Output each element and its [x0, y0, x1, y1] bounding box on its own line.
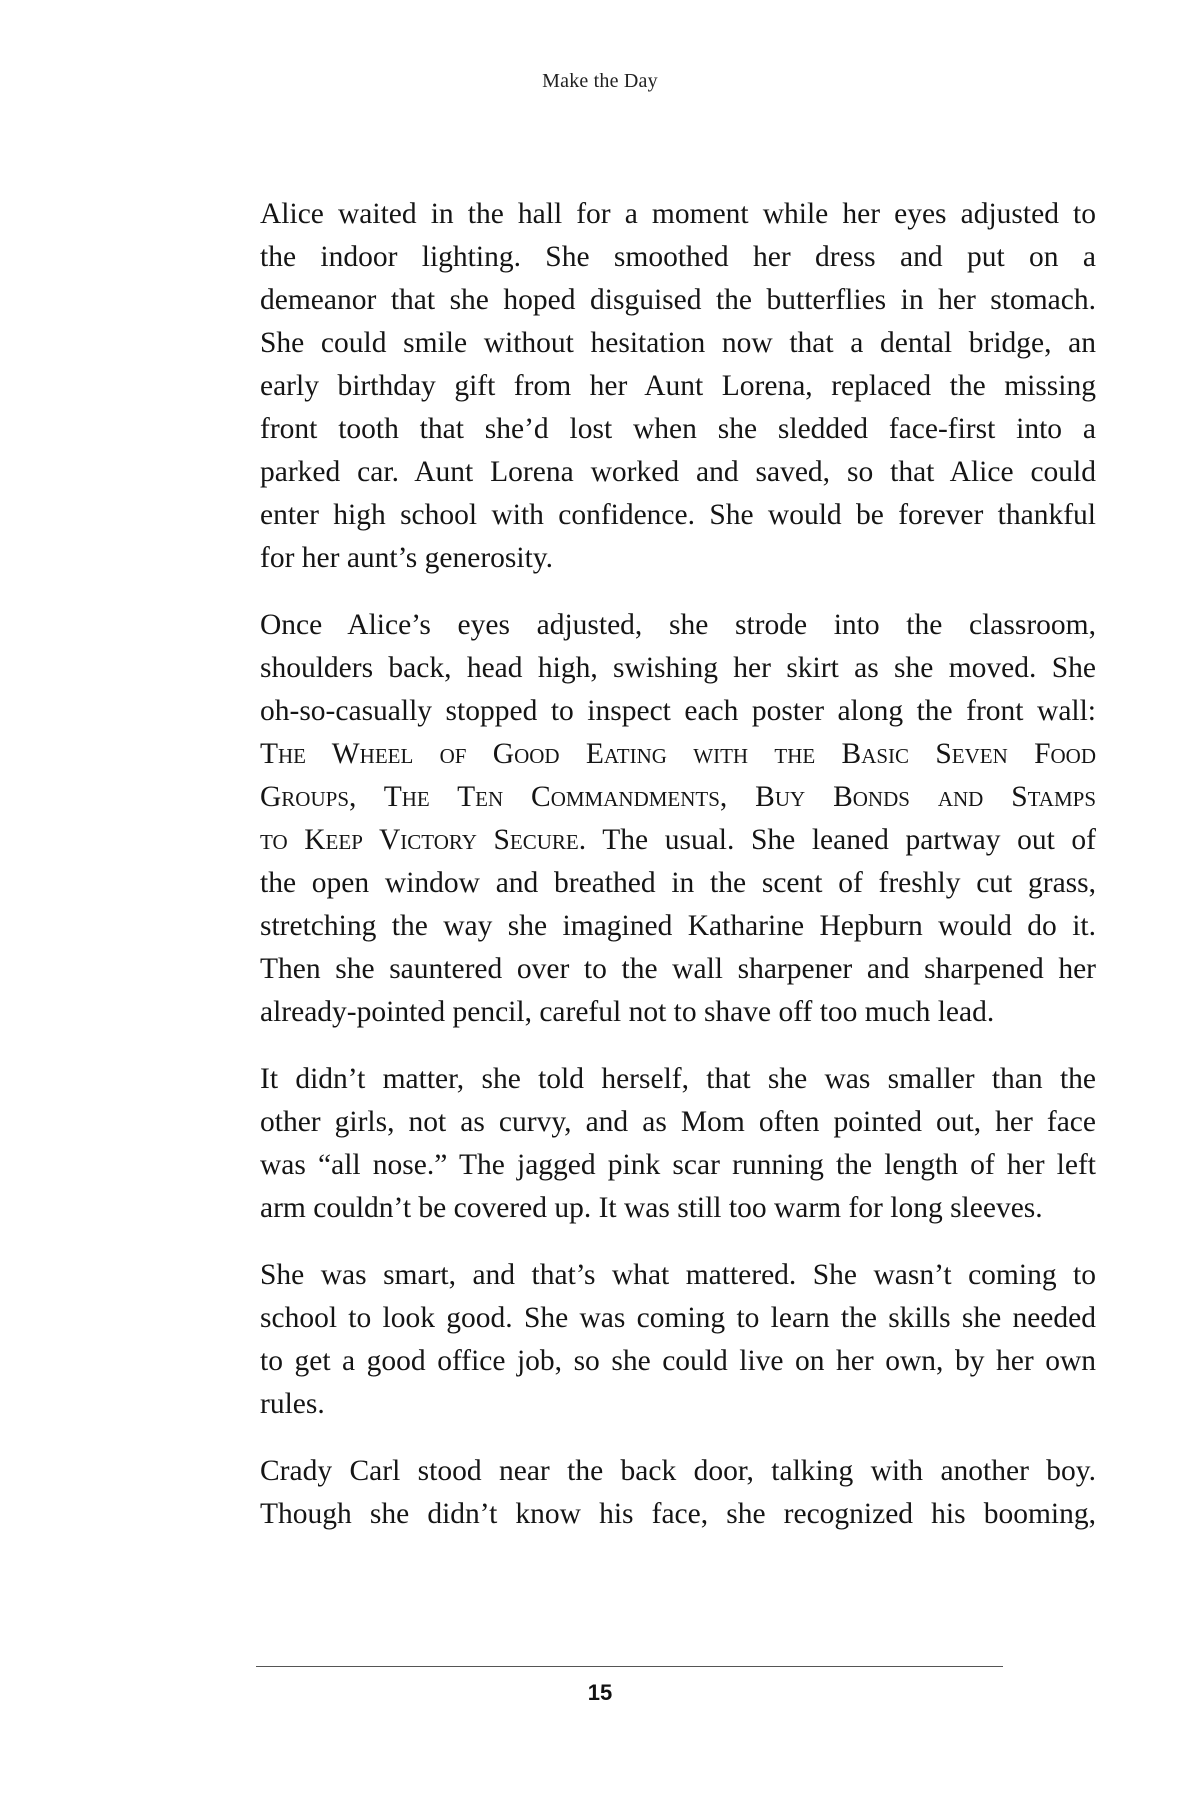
paragraph-4	[260, 1254, 1096, 1426]
text-line-poster-titles	[260, 733, 1096, 776]
text-line: already-pointed pencil, careful not to shave off too much lead.	[260, 996, 995, 1028]
paragraph-2	[260, 604, 1096, 1034]
text-line: rules.	[260, 1388, 325, 1420]
text-line: Once Alice’s eyes adjusted, she strode into the classroom,	[260, 609, 1096, 641]
text-line: early birthday gift from her Aunt Lorena, replaced the missing	[260, 370, 1096, 402]
text-line: front tooth that she’d lost when she sledded face-first into a	[260, 413, 1096, 445]
text-line: arm couldn’t be covered up. It was still too warm for long sleeves.	[260, 1192, 1043, 1224]
page-number: 15	[587, 1680, 613, 1705]
text-line: for her aunt’s generosity.	[260, 542, 553, 574]
text-line: demeanor that she hoped disguised the butterflies in her stomach.	[260, 284, 1096, 316]
text-line: the indoor lighting. She smoothed her dress and put on a	[260, 241, 1096, 273]
text-line: She could smile without hesitation now that a dental bridge, an	[260, 327, 1096, 359]
text-line: enter high school with confidence. She would be forever thankful	[260, 499, 1096, 531]
footer-divider	[256, 1666, 1003, 1667]
poster-title-small-caps: The Wheel of Good Eating with the Basic Seven Food	[260, 738, 1096, 770]
text-line: the open window and breathed in the scent of freshly cut grass,	[260, 867, 1096, 899]
text-line: oh-so-casually stopped to inspect each poster along the front wall:	[260, 695, 1096, 727]
paragraph-5	[260, 1450, 1096, 1536]
poster-title-small-caps: to Keep Victory Secure	[260, 824, 579, 856]
text-line: It didn’t matter, she told herself, that she was smaller than the	[260, 1063, 1096, 1095]
poster-title-small-caps: Groups, The Ten Commandments, Buy Bonds and Stamps	[260, 781, 1096, 813]
text-line: shoulders back, head high, swishing her skirt as she moved. She	[260, 652, 1096, 684]
text-line: Crady Carl stood near the back door, talking with another boy.	[260, 1455, 1096, 1487]
text-line: She was smart, and that’s what mattered. She wasn’t coming to	[260, 1259, 1096, 1291]
text-line: was “all nose.” The jagged pink scar running the length of her left	[260, 1149, 1096, 1181]
text-line: stretching the way she imagined Katharine Hepburn would do it.	[260, 910, 1096, 942]
text-line: parked car. Aunt Lorena worked and saved, so that Alice could	[260, 456, 1096, 488]
text-segment: . The usual. She leaned partway out of	[578, 824, 1096, 856]
paragraph-3	[260, 1058, 1096, 1230]
text-line: Then she sauntered over to the wall sharpener and sharpened her	[260, 953, 1096, 985]
text-line: to get a good office job, so she could live on her own, by her own	[260, 1345, 1096, 1377]
text-line: school to look good. She was coming to learn the skills she needed	[260, 1302, 1096, 1334]
text-line-poster-titles	[260, 819, 1096, 862]
running-header-title: Make the Day	[542, 70, 658, 92]
text-line: Alice waited in the hall for a moment while her eyes adjusted to	[260, 198, 1096, 230]
paragraph-1	[260, 193, 1096, 580]
body-text	[260, 193, 1096, 1560]
text-line: other girls, not as curvy, and as Mom often pointed out, her face	[260, 1106, 1096, 1138]
text-line-poster-titles	[260, 776, 1096, 819]
text-line: Though she didn’t know his face, she recognized his booming,	[260, 1498, 1096, 1530]
